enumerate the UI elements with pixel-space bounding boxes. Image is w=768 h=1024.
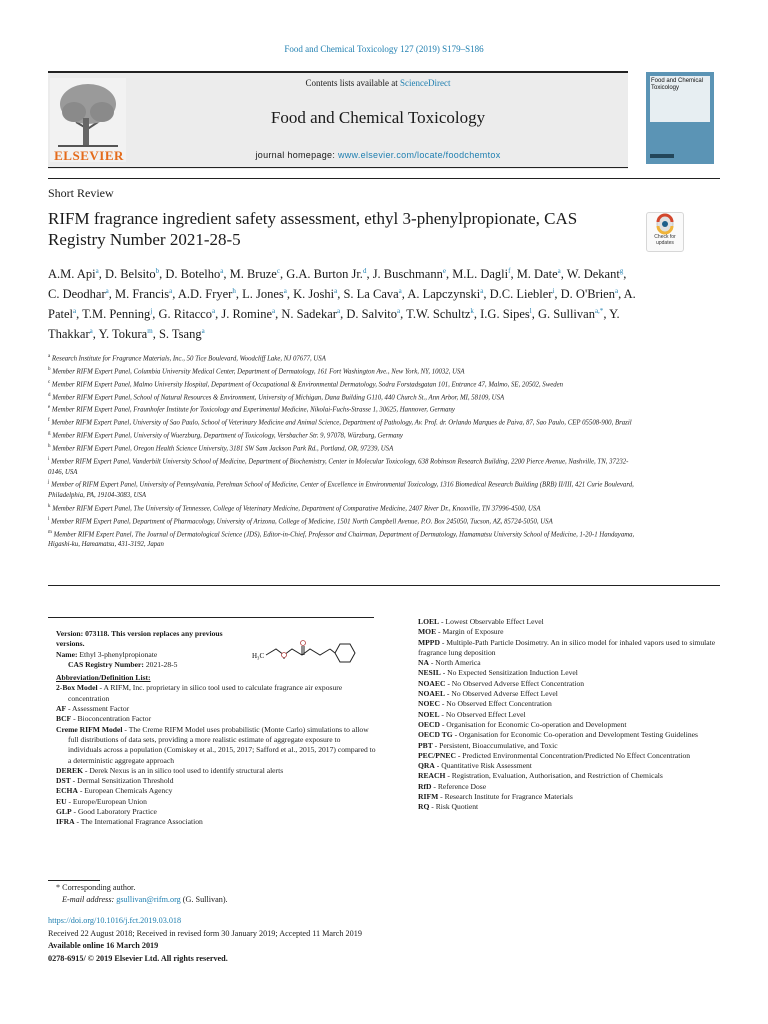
homepage-line [130, 150, 626, 160]
abbreviation-list-left [56, 683, 376, 827]
abbreviation-item [56, 704, 376, 714]
abbreviation-definition: - Dermal Sensitization Threshold [70, 776, 174, 786]
affiliation-item [48, 352, 638, 365]
author-affiliation-marker[interactable]: a [614, 287, 619, 296]
author-affiliation-marker[interactable]: c [276, 267, 280, 275]
affiliation-text: Member RIFM Expert Panel, Fraunhofer Institute for Toxicology and Experimental Medicine, Nikolai-Fuchs-Strasse 1, 30625, Hannover, Germany [50, 406, 455, 414]
abbreviation-term: DEREK [56, 765, 84, 775]
author-name[interactable]: N. Sadekar [281, 307, 337, 322]
author-name[interactable]: A.D. Fryer [177, 287, 233, 302]
cas-value: 2021-28-5 [145, 659, 178, 669]
affiliation-item [48, 378, 638, 391]
abbreviation-item [418, 751, 718, 761]
affiliation-text: Member RIFM Expert Panel, The University of Tennessee, College of Veterinary Medicine, Department of Comparative Medicine, 2407 River Dr., Knoxville, TN 37996-4500, USA [50, 505, 541, 513]
affiliation-marker: m [48, 529, 52, 535]
abbreviation-item [56, 807, 376, 817]
abbreviation-term: NOEC [418, 699, 440, 709]
abbreviation-item [56, 786, 376, 796]
abbreviation-item [56, 817, 376, 827]
copyright-line: 0278-6915/ © 2019 Elsevier Ltd. All rights reserved. [48, 954, 228, 963]
version-line [56, 629, 246, 650]
abbreviation-definition: - Assessment Factor [66, 704, 130, 714]
author-name[interactable]: K. Joshi [293, 287, 335, 302]
abbreviation-heading: Abbreviation/Definition List: [56, 673, 151, 683]
name-value: Ethyl 3-phenylpropionate [79, 649, 158, 659]
abbreviation-term: GLP [56, 807, 72, 817]
author-name[interactable]: Y. Thakkar [48, 307, 620, 342]
abbreviation-item [56, 725, 376, 766]
author-affiliation-marker[interactable]: e [442, 267, 446, 275]
author-name[interactable]: I.G. Sipes [480, 307, 530, 322]
author-affiliation-marker[interactable]: i [552, 287, 555, 296]
check-for-updates-label: Check for updates [654, 234, 676, 246]
affiliation-text: Member RIFM Expert Panel, University of Wuerzburg, Department of Toxicology, Versbacher Str. 9, 97078, Würzburg, Germany [50, 432, 403, 440]
journal-cover-title: Food and Chemical Toxicology [651, 78, 704, 91]
contents-line [130, 78, 626, 88]
affiliation-marker: d [48, 392, 51, 398]
check-for-updates-icon[interactable] [646, 212, 684, 252]
abbreviation-item [56, 776, 376, 786]
abbreviation-definition: - The Creme RIFM Model uses probabilistic (Monte Carlo) simulations to allow full distributions of data sets, providing a more realistic estimate of aggregate exposure to individuals across a population (Comiskey et al., 2015, 2017; Safford et al., 2015, 2017) compared to a deterministic aggregate approach [68, 724, 376, 765]
author-name[interactable]: G. Sullivan [538, 307, 595, 322]
affiliation-item [48, 442, 638, 455]
author-name[interactable]: D. O'Brien [560, 287, 615, 302]
abbreviation-term: REACH [418, 771, 446, 781]
abbreviation-item [418, 617, 718, 627]
abbreviation-item [418, 638, 718, 659]
elsevier-wordmark: ELSEVIER [54, 148, 124, 163]
author-affiliation-marker[interactable]: a [334, 287, 338, 296]
author-name[interactable]: G.A. Burton Jr. [286, 267, 363, 282]
author-affiliation-marker[interactable]: a [480, 287, 484, 296]
author-name[interactable]: M.L. Dagli [452, 267, 509, 282]
author-name[interactable]: L. Jones [242, 287, 284, 302]
affiliation-text: Member RIFM Expert Panel, The Journal of Dermatological Science (JDS), Editor-in-Chief, Professor and Chairman, Department of Dermatology, Hamamatsu University School of Medicine, 1-20-1 Handayama, Higashi-ku, Hamamatsu, 431-3192, Japan [48, 530, 635, 549]
header-divider [48, 178, 720, 179]
sciencedirect-link[interactable]: ScienceDirect [400, 78, 451, 88]
author-name[interactable]: T.M. Penning [82, 307, 151, 322]
abbreviation-term: NOEL [418, 709, 440, 719]
abbreviation-term: LOEL [418, 617, 440, 626]
footnote-divider [48, 880, 100, 881]
abbreviation-item [56, 766, 376, 776]
author-name[interactable]: A. Patel [48, 287, 636, 322]
author-name[interactable]: Y. Tokura [98, 327, 148, 342]
abbreviations-right [418, 617, 718, 813]
abbreviation-definition: - Organisation for Economic Co-operation and Development [439, 719, 627, 729]
abbreviation-term: NOAEL [418, 689, 446, 699]
abbreviation-item [418, 668, 718, 678]
author-affiliation-marker[interactable]: l [529, 307, 532, 316]
author-name[interactable]: T.W. Schultz [406, 307, 471, 322]
abbreviation-definition: - No Observed Effect Level [439, 709, 526, 719]
abbreviation-item [56, 683, 376, 704]
author-affiliation-marker[interactable]: a [557, 267, 561, 275]
abbreviation-term: DST [56, 776, 71, 786]
author-list: A.M. Api$^a$, D. Belsito$^b$, D. Botelho$^a$, M. Bruze$^c$, G.A. Burton Jr.$^d$, J. Buschmann$^e$, M.L. Dagli$^f$, M. Date$^a$, W. Dekant$^g$, C. Deodhar$^a$, M. Francis$^a$, A.D. Fryer$^h$, L. Jones$^a$, K. Joshi$^a$, S. La Cava$^a$, A. Lapczynski$^a$, D.C. Liebler$^i$, D. O'Brien$^a$, A. Patel$^a$, T.M. Penning$^j$, G. Ritacco$^a$, J. Romine$^a$, N. Sadekar$^a$, D. Salvito$^a$, T.W. Schultz$^k$, I.G. Sipes$^l$, G. Sullivan$^{a,*}$, Y. Thakkar$^a$, Y. Tokura$^m$, S. Tsang$^a$ [48, 267, 636, 342]
homepage-prefix: journal homepage: [255, 150, 338, 160]
author-affiliation-marker[interactable]: a,* [594, 307, 604, 316]
abbreviation-item [418, 689, 718, 699]
abbreviation-term: MPPD [418, 637, 440, 647]
affiliation-marker: b [48, 366, 51, 372]
abbreviation-item [418, 782, 718, 792]
abbreviation-definition: - Europe/European Union [66, 796, 147, 806]
abbreviation-term: OECD TG [418, 730, 453, 740]
abbreviation-item [418, 792, 718, 802]
affiliation-item [48, 416, 638, 429]
email-line [62, 894, 228, 905]
author-affiliation-marker[interactable]: b [155, 267, 160, 275]
abbreviation-term: PBT [418, 740, 433, 750]
affiliation-marker: j [48, 480, 50, 486]
abbreviation-item [418, 802, 718, 812]
abbreviation-definition: - The International Fragrance Association [74, 817, 203, 827]
abbreviation-definition: - Bioconcentration Factor [71, 714, 152, 724]
author-affiliation-marker[interactable]: a [220, 267, 224, 275]
affiliation-marker: l [48, 516, 50, 522]
email-label: E-mail address: [62, 895, 117, 904]
available-online: Available online 16 March 2019 [48, 941, 159, 950]
abbreviation-definition: - Margin of Exposure [436, 627, 504, 637]
affiliation-item [48, 403, 638, 416]
abbreviation-item [56, 714, 376, 724]
abbreviation-definition: - Organisation for Economic Co-operation and Development Testing Guidelines [452, 730, 698, 740]
affiliation-item [48, 528, 638, 551]
author-name[interactable]: A. Lapczynski [407, 287, 481, 302]
abbreviation-definition: - Derek Nexus is an in silico tool used to identify structural alerts [83, 765, 284, 775]
author-name[interactable]: W. Dekant [566, 267, 620, 282]
abbreviation-term: 2-Box Model [56, 683, 98, 693]
author-name[interactable]: C. Deodhar [48, 287, 106, 302]
abbreviation-term: QRA [418, 761, 435, 771]
author-affiliation-marker[interactable]: a [201, 327, 205, 336]
author-affiliation-marker[interactable]: a [272, 307, 276, 316]
abbreviation-definition: - Reference Dose [431, 781, 487, 791]
abbreviation-term: MOE [418, 627, 437, 637]
email-link[interactable]: gsullivan@rifm.org [116, 895, 181, 904]
author-affiliation-marker[interactable]: a [89, 327, 93, 336]
banner-divider [48, 167, 628, 168]
corresponding-author-note: * Corresponding author. [56, 883, 136, 892]
abbreviation-definition: - Registration, Evaluation, Authorisation, and Restriction of Chemicals [445, 771, 663, 781]
abbreviation-definition: - No Observed Adverse Effect Concentration [445, 678, 585, 688]
article-title: RIFM fragrance ingredient safety assessment, ethyl 3-phenylpropionate, CAS Registry Number 2021-28-5 [48, 209, 578, 249]
affiliation-text: Member RIFM Expert Panel, Oregon Health Science University, 3181 SW Sam Jackson Park Rd., Portland, OR, 97239, USA [50, 445, 394, 453]
abbreviation-definition: - Persistent, Bioaccumulative, and Toxic [432, 740, 558, 750]
abbreviation-item [418, 720, 718, 730]
article-type: Short Review [48, 186, 114, 200]
author-name[interactable]: M. Bruze [229, 267, 277, 282]
affiliations-divider [48, 585, 720, 586]
author-affiliation-marker[interactable]: a [169, 287, 173, 296]
abbreviation-definition: - No Observed Adverse Effect Level [445, 689, 558, 699]
author-affiliation-marker[interactable]: a [73, 307, 77, 316]
affiliation-marker: e [48, 405, 51, 411]
affiliation-marker: f [48, 418, 50, 424]
abbreviation-definition: - European Chemicals Agency [77, 786, 173, 796]
abbreviation-definition: - Predicted Environmental Concentration/Predicted No Effect Concentration [455, 750, 691, 760]
abbreviation-definition: - Lowest Observable Effect Level [439, 617, 544, 626]
author-name[interactable]: D.C. Liebler [489, 287, 553, 302]
affiliation-marker: c [48, 379, 51, 385]
author-name[interactable]: G. Ritacco [158, 307, 212, 322]
affiliation-marker: g [48, 431, 51, 437]
author-affiliation-marker[interactable]: a [397, 307, 401, 316]
abbreviation-definition: - Quantitative Risk Assessment [434, 761, 532, 771]
affiliation-item [48, 365, 638, 378]
author-affiliation-marker[interactable]: g [619, 267, 624, 275]
abbreviation-term: Creme RIFM Model [56, 724, 123, 734]
abbreviation-term: NESIL [418, 668, 441, 678]
author-affiliation-marker[interactable]: a [283, 287, 287, 296]
cas-label: CAS Registry Number: [68, 659, 144, 669]
abbreviation-item [418, 771, 718, 781]
homepage-link[interactable]: www.elsevier.com/locate/foodchemtox [337, 150, 501, 160]
affiliation-marker: h [48, 444, 51, 450]
version-text: 073118. This version replaces any previous versions. [56, 629, 223, 649]
abbreviation-item [56, 797, 376, 807]
abbreviation-definition: - Research Institute for Fragrance Materials [438, 792, 573, 802]
abbreviation-term: NA [418, 658, 429, 668]
abbreviation-term: RQ [418, 802, 430, 812]
abbreviation-term: ECHA [56, 786, 78, 796]
author-affiliation-marker[interactable]: a [105, 287, 109, 296]
abbreviation-term: IFRA [56, 817, 75, 827]
author-name[interactable]: D. Belsito [104, 267, 156, 282]
author-affiliation-marker[interactable]: d [362, 267, 367, 275]
check-for-updates-badge-icon [647, 213, 683, 235]
abbreviation-term: RIFM [418, 792, 439, 802]
author-name[interactable]: S. La Cava [343, 287, 399, 302]
abbreviation-definition: - No Expected Sensitization Induction Level [440, 668, 578, 678]
author-affiliation-marker[interactable]: f [508, 267, 511, 275]
author-affiliation-marker[interactable]: a [398, 287, 402, 296]
affiliation-text: Member RIFM Expert Panel, Department of Pharmacology, University of Arizona, College of Medicine, 1501 North Campbell Avenue, P.O. Box 245050, Tucson, AZ, 85724-5050, USA [49, 517, 553, 525]
abbreviation-definition: - Multiple-Path Particle Dosimetry. An in silico model for inhaled vapors used to simulate fragrance lung deposition [418, 637, 716, 657]
abbreviation-term: NOAEC [418, 678, 446, 688]
journal-name: Food and Chemical Toxicology [270, 108, 486, 127]
contents-prefix: Contents lists available at [305, 78, 400, 88]
affiliation-text: Member RIFM Expert Panel, Columbia University Medical Center, Department of Dermatology, 161 Fort Washington Ave., New York, NY, 10032, USA [50, 368, 465, 376]
author-affiliation-marker[interactable]: m [147, 327, 153, 336]
affiliation-text: Research Institute for Fragrance Materials, Inc., 50 Tice Boulevard, Woodcliff Lake, NJ 07677, USA [50, 355, 326, 363]
structure-methyl-label: H₃C [252, 652, 265, 660]
abbreviation-term: OECD [418, 719, 440, 729]
author-name[interactable]: D. Salvito [346, 307, 398, 322]
affiliation-text: Member RIFM Expert Panel, Malmo University Hospital, Department of Occupational & Environmental Dermatology, Sodra Forstadsgatan 101, Entrance 47, Malmo, SE, 20502, Sweden [50, 380, 564, 388]
abbreviation-term: PEC/PNEC [418, 750, 456, 760]
author-affiliation-marker[interactable]: a [95, 267, 99, 275]
affiliation-text: Member of RIFM Expert Panel, University of Pennsylvania, Perelman School of Medicine, Center of Excellence in Environmental Toxicology, 1316 Biomedical Research Building (BRB) II/III, 421 Curie Boulevard, Philadelphia, PA, 19104-3083, USA [48, 481, 634, 500]
abbreviation-term: AF [56, 704, 67, 714]
affiliation-item [48, 455, 638, 478]
author-name[interactable]: M. Date [516, 267, 558, 282]
abbreviation-definition: - Good Laboratory Practice [71, 807, 157, 817]
affiliation-item [48, 429, 638, 442]
version-label: Version: [56, 629, 84, 638]
abbreviation-item [418, 710, 718, 720]
affiliation-list [48, 352, 638, 551]
affiliation-text: Member RIFM Expert Panel, Vanderbilt University School of Medicine, Department of Biochemistry, Center in Molecular Toxicology, 638 Robinson Research Building, 2200 Pierce Avenue, Nashville, TN, 37232-0146, USA [48, 458, 629, 476]
email-suffix: (G. Sullivan). [180, 895, 228, 904]
author-name[interactable]: J. Romine [221, 307, 273, 322]
affiliation-marker: a [48, 354, 51, 359]
abbreviation-item [418, 627, 718, 637]
abbreviation-definition: - Risk Quotient [429, 802, 479, 812]
author-name[interactable]: J. Buschmann [372, 267, 443, 282]
affiliation-item [48, 391, 638, 404]
author-affiliation-marker[interactable]: j [150, 307, 153, 316]
abbreviation-term: RfD [418, 781, 432, 791]
received-dates: Received 22 August 2018; Received in revised form 30 January 2019; Accepted 11 March 2019 [48, 929, 362, 938]
affiliation-item [48, 478, 638, 501]
author-name[interactable]: S. Tsang [158, 327, 202, 342]
abbreviation-term: BCF [56, 714, 72, 724]
author-affiliation-marker[interactable]: a [211, 307, 216, 316]
author-name[interactable]: M. Francis [114, 287, 170, 302]
abbreviation-definition: - No Observed Effect Concentration [439, 699, 552, 709]
affiliation-item [48, 502, 638, 515]
author-affiliation-marker[interactable]: k [470, 307, 474, 316]
abbreviation-definition: - North America [428, 658, 481, 668]
abbreviation-definition: - A RIFM, Inc. proprietary in silico tool used to calculate fragrance air exposure concentration [68, 683, 343, 703]
affiliation-text: Member RIFM Expert Panel, School of Natural Resources & Environment, University of Michigan, Dana Building G110, 440 Church St., Ann Arbor, MI, 58109, USA [50, 393, 505, 401]
author-name[interactable]: D. Botelho [165, 267, 221, 282]
affiliation-marker: i [48, 456, 50, 462]
doi-link[interactable]: https://doi.org/10.1016/j.fct.2019.03.018 [48, 916, 182, 925]
name-label: Name: [56, 649, 78, 659]
affiliation-item [48, 515, 638, 528]
abbreviation-item [418, 699, 718, 709]
affiliation-text: Member RIFM Expert Panel, University of Sao Paulo, School of Veterinary Medicine and Animal Science, Department of Pathology, Av. Prof. dr. Orlando Marques de Paiva, 87, Sao Paulo, CEP 05508-900, Brazil [49, 419, 632, 427]
journal-citation[interactable]: Food and Chemical Toxicology 127 (2019) S179–S186 [284, 44, 484, 54]
author-affiliation-marker[interactable]: a [336, 307, 341, 316]
abbreviation-item [418, 679, 718, 689]
abbreviation-item [418, 761, 718, 771]
chemical-structure-icon [252, 628, 368, 678]
author-name[interactable]: A.M. Api [48, 267, 96, 282]
abbreviation-item [418, 741, 718, 751]
abbreviation-item [418, 658, 718, 668]
author-affiliation-marker[interactable]: h [232, 287, 236, 296]
abbreviation-term: EU [56, 796, 67, 806]
affiliation-marker: k [48, 503, 51, 509]
abbreviation-item [418, 730, 718, 740]
